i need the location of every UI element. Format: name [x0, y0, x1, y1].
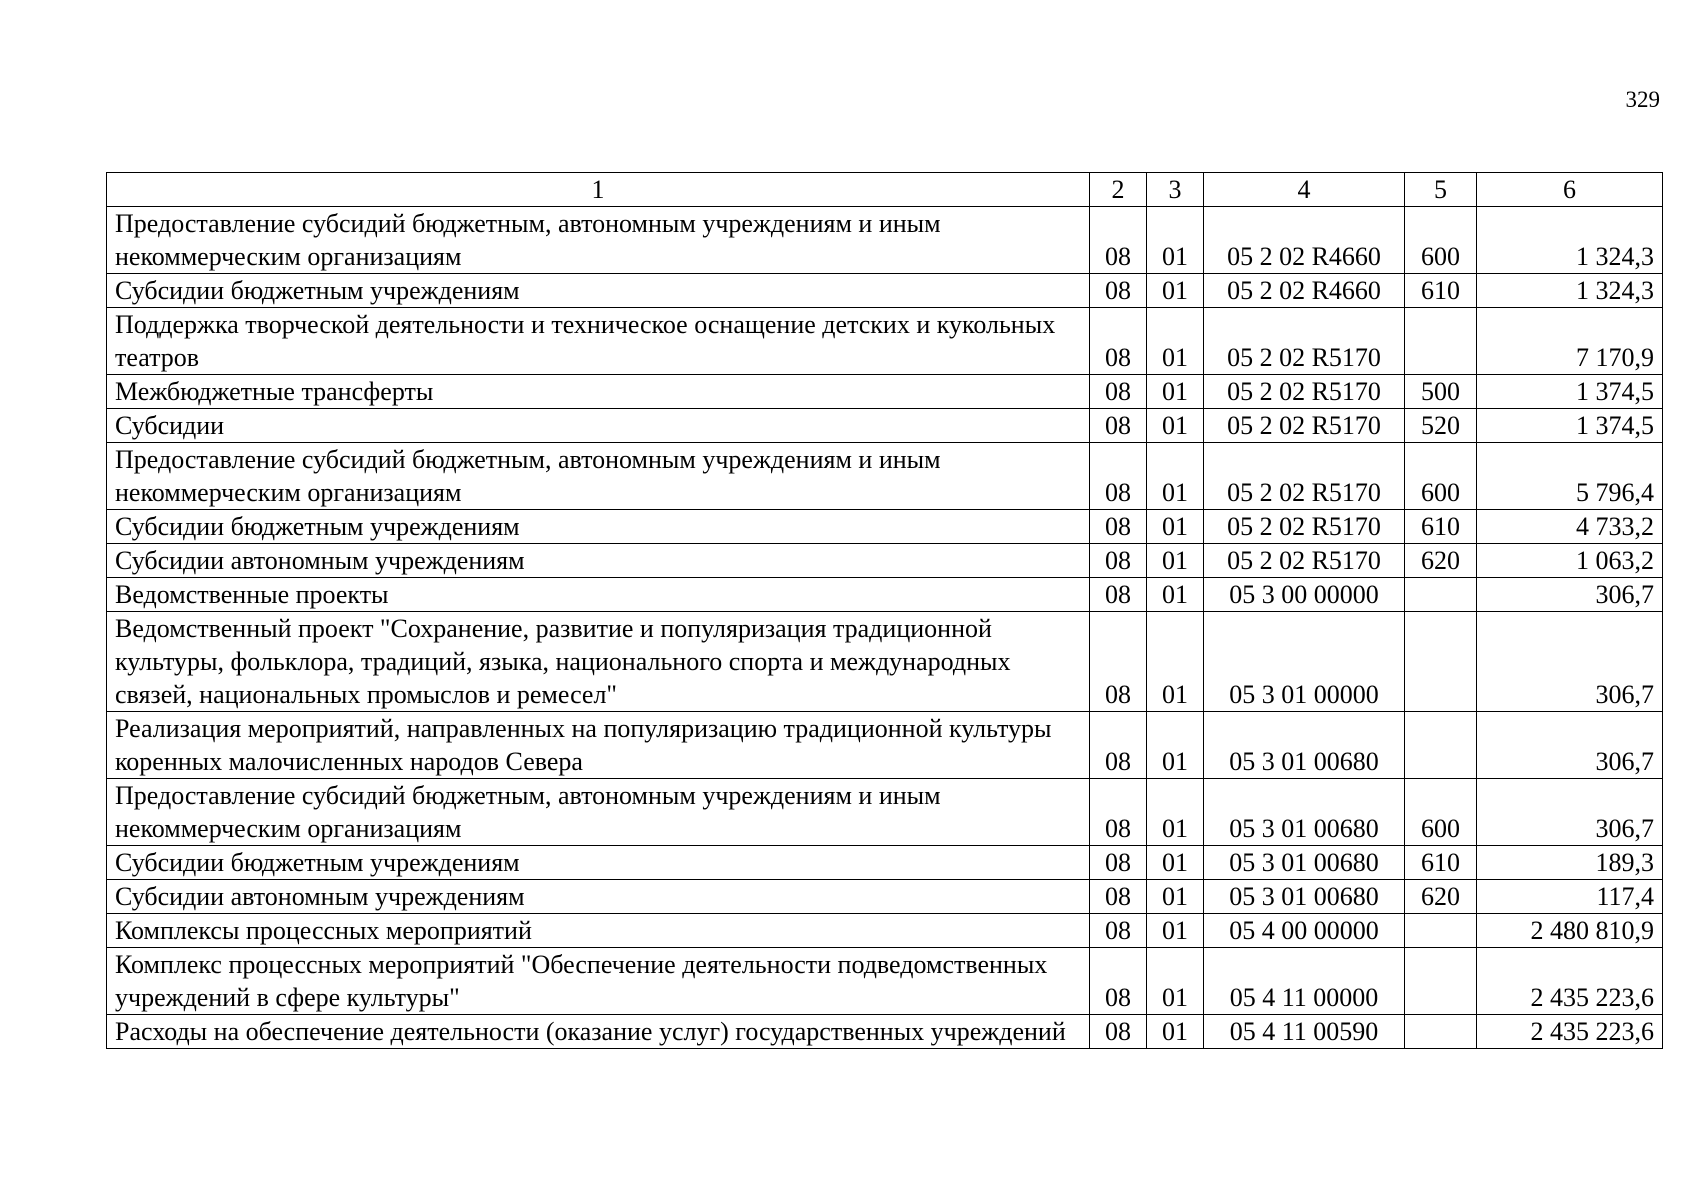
cell-target: 05 2 02 R5170 — [1204, 510, 1405, 544]
cell-subsection: 01 — [1147, 443, 1204, 510]
cell-amount: 1 324,3 — [1477, 274, 1663, 308]
cell-amount: 306,7 — [1477, 612, 1663, 712]
cell-name: Реализация мероприятий, направленных на популяризацию традиционной культуры коренных малочисленных народов Севера — [107, 712, 1090, 779]
header-cell-section: 2 — [1090, 173, 1147, 207]
table-row — [107, 914, 1663, 948]
cell-section: 08 — [1090, 914, 1147, 948]
cell-expense-type: 600 — [1405, 443, 1477, 510]
header-cell-name: 1 — [107, 173, 1090, 207]
cell-name: Предоставление субсидий бюджетным, автономным учреждениям и иным некоммерческим организациям — [107, 207, 1090, 274]
cell-amount: 2 435 223,6 — [1477, 948, 1663, 1015]
cell-section: 08 — [1090, 880, 1147, 914]
cell-subsection: 01 — [1147, 779, 1204, 846]
cell-target: 05 2 02 R5170 — [1204, 544, 1405, 578]
cell-expense-type — [1405, 914, 1477, 948]
cell-name: Комплекс процессных мероприятий "Обеспечение деятельности подведомственных учреждений в сфере культуры" — [107, 948, 1090, 1015]
cell-amount: 2 435 223,6 — [1477, 1015, 1663, 1049]
table-row — [107, 510, 1663, 544]
header-cell-subsection: 3 — [1147, 173, 1204, 207]
cell-expense-type: 520 — [1405, 409, 1477, 443]
cell-amount: 1 374,5 — [1477, 375, 1663, 409]
table-row — [107, 274, 1663, 308]
cell-section: 08 — [1090, 712, 1147, 779]
cell-subsection: 01 — [1147, 544, 1204, 578]
cell-amount: 2 480 810,9 — [1477, 914, 1663, 948]
cell-expense-type: 610 — [1405, 510, 1477, 544]
cell-amount: 306,7 — [1477, 712, 1663, 779]
cell-subsection: 01 — [1147, 880, 1204, 914]
table-row — [107, 375, 1663, 409]
cell-subsection: 01 — [1147, 1015, 1204, 1049]
table-row — [107, 948, 1663, 1015]
cell-subsection: 01 — [1147, 409, 1204, 443]
cell-target: 05 2 02 R5170 — [1204, 375, 1405, 409]
cell-target: 05 3 01 00680 — [1204, 712, 1405, 779]
cell-subsection: 01 — [1147, 578, 1204, 612]
cell-amount: 5 796,4 — [1477, 443, 1663, 510]
table-row — [107, 1015, 1663, 1049]
cell-expense-type: 500 — [1405, 375, 1477, 409]
cell-target: 05 2 02 R5170 — [1204, 409, 1405, 443]
cell-subsection: 01 — [1147, 274, 1204, 308]
cell-amount: 1 374,5 — [1477, 409, 1663, 443]
table-row — [107, 308, 1663, 375]
cell-expense-type: 620 — [1405, 544, 1477, 578]
table-body — [107, 173, 1663, 1049]
cell-amount: 1 063,2 — [1477, 544, 1663, 578]
cell-name: Субсидии — [107, 409, 1090, 443]
cell-expense-type: 610 — [1405, 274, 1477, 308]
cell-target: 05 3 01 00680 — [1204, 880, 1405, 914]
cell-expense-type: 620 — [1405, 880, 1477, 914]
cell-section: 08 — [1090, 510, 1147, 544]
cell-amount: 117,4 — [1477, 880, 1663, 914]
table-row — [107, 544, 1663, 578]
header-cell-expense-type: 5 — [1405, 173, 1477, 207]
cell-section: 08 — [1090, 409, 1147, 443]
cell-amount: 1 324,3 — [1477, 207, 1663, 274]
cell-section: 08 — [1090, 207, 1147, 274]
cell-expense-type — [1405, 308, 1477, 375]
cell-section: 08 — [1090, 948, 1147, 1015]
cell-section: 08 — [1090, 779, 1147, 846]
cell-subsection: 01 — [1147, 948, 1204, 1015]
table-row — [107, 578, 1663, 612]
cell-target: 05 2 02 R4660 — [1204, 274, 1405, 308]
cell-subsection: 01 — [1147, 510, 1204, 544]
table-row — [107, 207, 1663, 274]
cell-name: Предоставление субсидий бюджетным, автономным учреждениям и иным некоммерческим организациям — [107, 779, 1090, 846]
cell-subsection: 01 — [1147, 207, 1204, 274]
cell-section: 08 — [1090, 846, 1147, 880]
cell-section: 08 — [1090, 274, 1147, 308]
cell-amount: 306,7 — [1477, 779, 1663, 846]
cell-name: Комплексы процессных мероприятий — [107, 914, 1090, 948]
cell-name: Ведомственный проект "Сохранение, развитие и популяризация традиционной культуры, фольклора, традиций, языка, национального спорта и международных связей, национальных промыслов и ремесел" — [107, 612, 1090, 712]
cell-section: 08 — [1090, 308, 1147, 375]
cell-subsection: 01 — [1147, 712, 1204, 779]
table-row — [107, 409, 1663, 443]
cell-expense-type — [1405, 612, 1477, 712]
cell-section: 08 — [1090, 612, 1147, 712]
cell-expense-type: 600 — [1405, 779, 1477, 846]
cell-name: Поддержка творческой деятельности и техническое оснащение детских и кукольных театров — [107, 308, 1090, 375]
cell-name: Предоставление субсидий бюджетным, автономным учреждениям и иным некоммерческим организациям — [107, 443, 1090, 510]
cell-expense-type — [1405, 1015, 1477, 1049]
table-header-row — [107, 173, 1663, 207]
cell-amount: 189,3 — [1477, 846, 1663, 880]
cell-target: 05 4 00 00000 — [1204, 914, 1405, 948]
page-number: 329 — [1625, 87, 1660, 112]
table-row — [107, 779, 1663, 846]
cell-section: 08 — [1090, 1015, 1147, 1049]
cell-target: 05 2 02 R4660 — [1204, 207, 1405, 274]
cell-subsection: 01 — [1147, 375, 1204, 409]
cell-section: 08 — [1090, 578, 1147, 612]
cell-amount: 7 170,9 — [1477, 308, 1663, 375]
table-row — [107, 712, 1663, 779]
cell-target: 05 4 11 00000 — [1204, 948, 1405, 1015]
cell-name: Субсидии бюджетным учреждениям — [107, 846, 1090, 880]
cell-name: Межбюджетные трансферты — [107, 375, 1090, 409]
cell-name: Субсидии автономным учреждениям — [107, 880, 1090, 914]
cell-target: 05 3 01 00680 — [1204, 846, 1405, 880]
cell-target: 05 4 11 00590 — [1204, 1015, 1405, 1049]
budget-table — [106, 172, 1663, 1049]
cell-name: Субсидии бюджетным учреждениям — [107, 274, 1090, 308]
cell-target: 05 3 00 00000 — [1204, 578, 1405, 612]
cell-name: Расходы на обеспечение деятельности (оказание услуг) государственных учреждений — [107, 1015, 1090, 1049]
table-row — [107, 443, 1663, 510]
cell-subsection: 01 — [1147, 846, 1204, 880]
cell-target: 05 2 02 R5170 — [1204, 308, 1405, 375]
cell-expense-type: 600 — [1405, 207, 1477, 274]
table-row — [107, 612, 1663, 712]
cell-section: 08 — [1090, 443, 1147, 510]
cell-expense-type — [1405, 578, 1477, 612]
cell-section: 08 — [1090, 544, 1147, 578]
header-cell-amount: 6 — [1477, 173, 1663, 207]
cell-amount: 4 733,2 — [1477, 510, 1663, 544]
cell-target: 05 3 01 00000 — [1204, 612, 1405, 712]
cell-expense-type: 610 — [1405, 846, 1477, 880]
cell-subsection: 01 — [1147, 308, 1204, 375]
table-row — [107, 880, 1663, 914]
cell-amount: 306,7 — [1477, 578, 1663, 612]
cell-name: Субсидии бюджетным учреждениям — [107, 510, 1090, 544]
cell-name: Субсидии автономным учреждениям — [107, 544, 1090, 578]
cell-name: Ведомственные проекты — [107, 578, 1090, 612]
cell-subsection: 01 — [1147, 612, 1204, 712]
cell-subsection: 01 — [1147, 914, 1204, 948]
cell-expense-type — [1405, 712, 1477, 779]
cell-expense-type — [1405, 948, 1477, 1015]
cell-target: 05 3 01 00680 — [1204, 779, 1405, 846]
cell-section: 08 — [1090, 375, 1147, 409]
cell-target: 05 2 02 R5170 — [1204, 443, 1405, 510]
header-cell-target: 4 — [1204, 173, 1405, 207]
table-row — [107, 846, 1663, 880]
